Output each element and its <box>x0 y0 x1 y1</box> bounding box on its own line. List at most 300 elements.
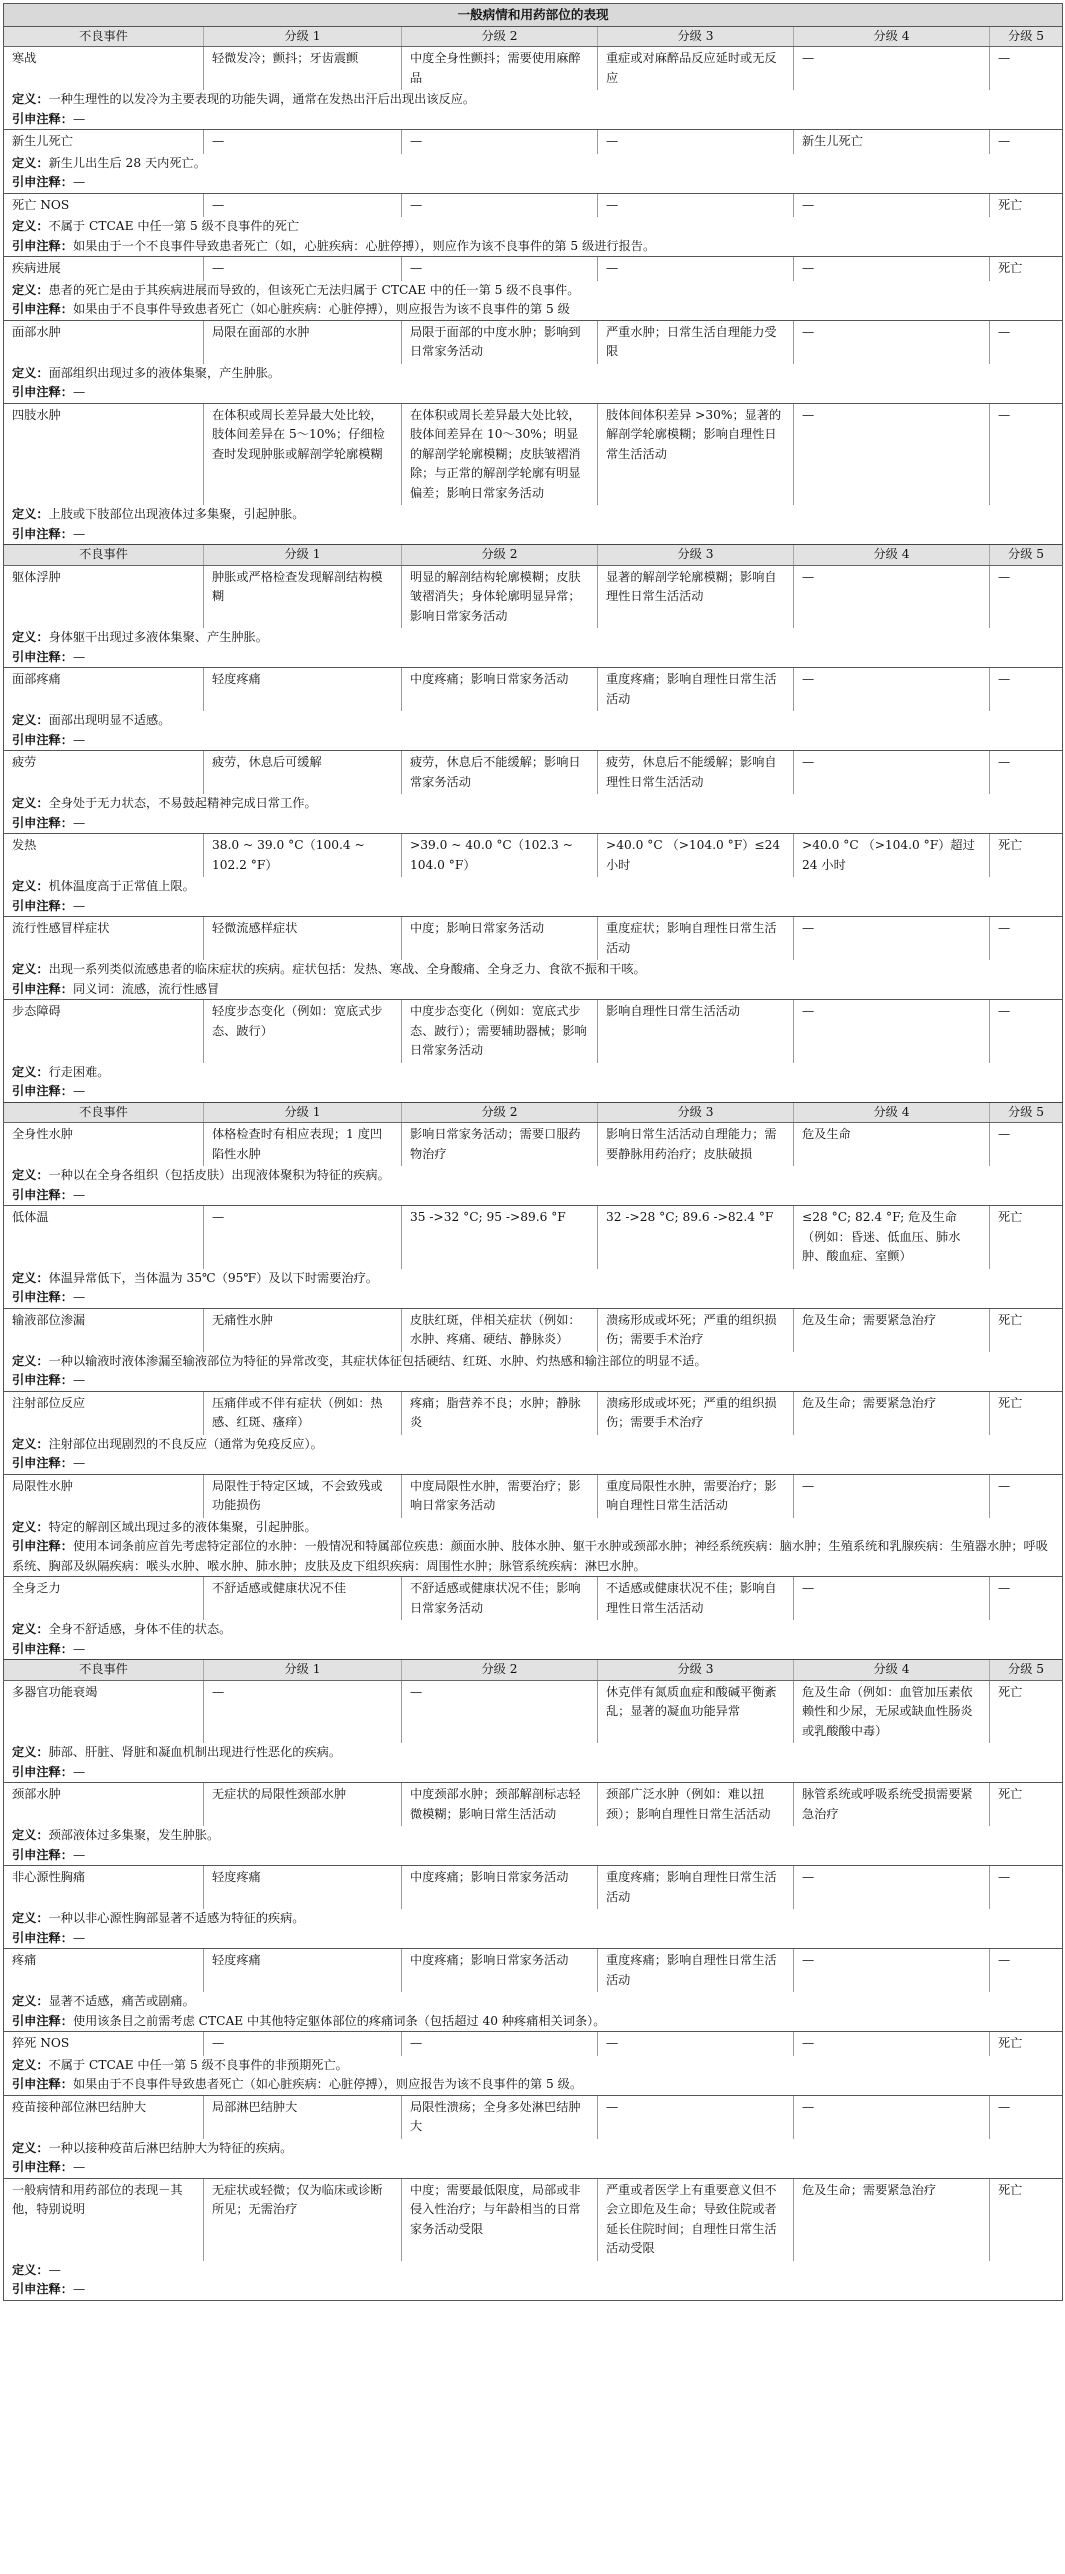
grade-1-cell: — <box>204 2032 402 2056</box>
definition-text: 机体温度高于正常值上限。 <box>48 879 195 893</box>
navigational-note-row <box>4 2280 1063 2300</box>
col-header-grade-5: 分级 5 <box>990 1102 1063 1123</box>
grade-3-cell: — <box>598 257 794 281</box>
grade-5-cell: 死亡 <box>990 2032 1063 2056</box>
navigational-note-row <box>4 2158 1063 2178</box>
grade-5-cell: — <box>990 668 1063 712</box>
adverse-event-term: 疼痛 <box>4 1949 204 1993</box>
grade-3-cell: 休克伴有氮质血症和酸碱平衡紊乱；显著的凝血功能异常 <box>598 1680 794 1743</box>
definition-label: 定义： <box>12 1064 49 1079</box>
adverse-event-term: 面部疼痛 <box>4 668 204 712</box>
table-row <box>4 1577 1063 1621</box>
navigational-note-text: — <box>72 1373 86 1387</box>
navigational-note-text: 如果由于不良事件导致患者死亡（如心脏疾病：心脏停搏），则应报告为该不良事件的第 5 级。 <box>72 2077 583 2091</box>
grade-3-cell: 32 ->28 °C; 89.6 ->82.4 °F <box>598 1206 794 1269</box>
adverse-event-term: 躯体浮肿 <box>4 565 204 628</box>
navigational-note-label: 引申注释： <box>12 526 73 541</box>
grade-3-cell: 不适感或健康状况不佳；影响自理性日常生活活动 <box>598 1577 794 1621</box>
navigational-note-row <box>4 237 1063 257</box>
col-header-event: 不良事件 <box>4 545 204 566</box>
navigational-note-cell <box>4 2158 1063 2178</box>
grade-2-cell: 中度颈部水肿；颈部解剖标志轻微模糊；影响日常生活活动 <box>402 1783 598 1827</box>
grade-2-cell: — <box>402 1680 598 1743</box>
navigational-note-cell <box>4 1371 1063 1391</box>
adverse-event-term: 流行性感冒样症状 <box>4 917 204 961</box>
ctcae-general-disorders-table <box>3 3 1062 2301</box>
navigational-note-row <box>4 2075 1063 2095</box>
definition-text: 上肢或下肢部位出现液体过多集聚，引起肿胀。 <box>48 507 305 521</box>
table-body <box>4 47 1063 2301</box>
grade-4-cell: 危及生命；需要紧急治疗 <box>794 1391 990 1435</box>
navigational-note-label: 引申注释： <box>12 1847 73 1862</box>
navigational-note-label: 引申注释： <box>12 649 73 664</box>
definition-cell <box>4 1620 1063 1640</box>
definition-cell <box>4 1352 1063 1372</box>
definition-label: 定义： <box>12 1519 49 1534</box>
definition-text: 一种以接种疫苗后淋巴结肿大为特征的疾病。 <box>48 2140 293 2155</box>
grade-4-cell: — <box>794 1000 990 1063</box>
grade-3-cell: 肢体间体积差异 >30%；显著的解剖学轮廓模糊；影响自理性日常生活活动 <box>598 403 794 505</box>
navigational-note-cell <box>4 1763 1063 1783</box>
grade-4-cell: — <box>794 1949 990 1993</box>
definition-row <box>4 90 1063 110</box>
navigational-note-label: 引申注释： <box>12 2077 73 2091</box>
adverse-event-table <box>3 3 1063 2301</box>
grade-3-cell: — <box>598 2095 794 2139</box>
navigational-note-row <box>4 1371 1063 1391</box>
definition-cell <box>4 1743 1063 1763</box>
grade-1-cell: 无痛性水肿 <box>204 1308 402 1352</box>
definition-label: 定义： <box>12 2057 49 2072</box>
grade-5-cell: — <box>990 1123 1063 1167</box>
grade-3-cell: 溃疡形成或坏死；严重的组织损伤；需要手术治疗 <box>598 1308 794 1352</box>
grade-5-cell: — <box>990 917 1063 961</box>
navigational-note-row <box>4 980 1063 1000</box>
definition-text: 全身处于无力状态，不易鼓起精神完成日常工作。 <box>48 796 317 810</box>
definition-text: 显著不适感，痛苦或剧痛。 <box>48 1994 195 2008</box>
navigational-note-cell <box>4 237 1063 257</box>
grade-4-cell: — <box>794 1577 990 1621</box>
navigational-note-cell <box>4 2075 1063 2095</box>
definition-cell <box>4 960 1063 980</box>
navigational-note-label: 引申注释： <box>12 175 73 189</box>
definition-text: 不属于 CTCAE 中任一第 5 级不良事件的非预期死亡。 <box>48 2057 348 2072</box>
grade-2-cell: 中度全身性颤抖；需要使用麻醉品 <box>402 47 598 91</box>
navigational-note-cell <box>4 1082 1063 1102</box>
grade-3-cell: — <box>598 130 794 154</box>
grade-5-cell: — <box>990 1577 1063 1621</box>
navigational-note-cell <box>4 2280 1063 2300</box>
table-row <box>4 2178 1063 2261</box>
definition-text: 身体躯干出现过多液体集聚、产生肿胀。 <box>48 630 268 644</box>
definition-cell <box>4 2056 1063 2076</box>
grade-2-cell: — <box>402 193 598 217</box>
table-row <box>4 47 1063 91</box>
adverse-event-term: 疲劳 <box>4 751 204 795</box>
grade-1-cell: 轻度疼痛 <box>204 1866 402 1910</box>
navigational-note-text: — <box>72 2282 86 2296</box>
definition-cell <box>4 1435 1063 1455</box>
definition-cell <box>4 794 1063 814</box>
table-row <box>4 751 1063 795</box>
adverse-event-term: 非心源性胸痛 <box>4 1866 204 1910</box>
definition-label: 定义： <box>12 879 49 893</box>
navigational-note-cell <box>4 173 1063 193</box>
grade-2-cell: 局限于面部的中度水肿；影响到日常家务活动 <box>402 320 598 364</box>
table-row <box>4 1680 1063 1743</box>
grade-2-cell: 35 ->32 °C; 95 ->89.6 °F <box>402 1206 598 1269</box>
definition-cell <box>4 1166 1063 1186</box>
grade-3-cell: 重度疼痛；影响自理性日常生活活动 <box>598 668 794 712</box>
grade-1-cell: 轻微发冷；颤抖；牙齿震颤 <box>204 47 402 91</box>
navigational-note-cell <box>4 383 1063 403</box>
navigational-note-cell <box>4 980 1063 1000</box>
grade-5-cell: 死亡 <box>990 2178 1063 2261</box>
navigational-note-cell <box>4 1846 1063 1866</box>
table-row <box>4 1123 1063 1167</box>
grade-5-cell: 死亡 <box>990 1783 1063 1827</box>
definition-cell <box>4 1063 1063 1083</box>
definition-cell <box>4 877 1063 897</box>
definition-text: 一种以在全身各组织（包括皮肤）出现液体聚积为特征的疾病。 <box>48 1168 390 1182</box>
grade-1-cell: 无症状或轻微；仅为临床或诊断所见；无需治疗 <box>204 2178 402 2261</box>
navigational-note-label: 引申注释： <box>12 2160 73 2174</box>
table-row <box>4 2095 1063 2139</box>
grade-4-cell: — <box>794 47 990 91</box>
grade-1-cell: 38.0 ~ 39.0 °C（100.4 ~ 102.2 °F） <box>204 834 402 878</box>
grade-1-cell: 在体积或周长差异最大处比较，肢体间差异在 5～10%；仔细检查时发现肿胀或解剖学轮廓模糊 <box>204 403 402 505</box>
definition-label: 定义： <box>12 282 49 297</box>
grade-2-cell: — <box>402 130 598 154</box>
adverse-event-term: 颈部水肿 <box>4 1783 204 1827</box>
navigational-note-cell <box>4 1186 1063 1206</box>
adverse-event-term: 低体温 <box>4 1206 204 1269</box>
navigational-note-label: 引申注释： <box>12 385 73 399</box>
col-header-grade-4: 分级 4 <box>794 26 990 47</box>
table-row <box>4 917 1063 961</box>
definition-cell <box>4 2139 1063 2159</box>
grade-1-cell: 局部淋巴结肿大 <box>204 2095 402 2139</box>
table-row <box>4 1949 1063 1993</box>
navigational-note-text: — <box>72 898 86 913</box>
definition-row <box>4 2139 1063 2159</box>
definition-text: 患者的死亡是由于其疾病进展而导致的，但该死亡无法归属于 CTCAE 中的任一第 5 级不良事件。 <box>48 282 580 297</box>
navigational-note-cell <box>4 731 1063 751</box>
grade-5-cell: — <box>990 403 1063 505</box>
column-header-row <box>4 1660 1063 1681</box>
grade-3-cell: — <box>598 2032 794 2056</box>
definition-cell <box>4 90 1063 110</box>
definition-row <box>4 628 1063 648</box>
grade-2-cell: 中度疼痛；影响日常家务活动 <box>402 668 598 712</box>
definition-label: 定义： <box>12 962 49 976</box>
grade-1-cell: 不舒适感或健康状况不佳 <box>204 1577 402 1621</box>
grade-2-cell: 中度步态变化（例如：宽底式步态、跛行）；需要辅助器械；影响日常家务活动 <box>402 1000 598 1063</box>
grade-5-cell: — <box>990 130 1063 154</box>
grade-2-cell: 影响日常家务活动；需要口服药物治疗 <box>402 1123 598 1167</box>
col-header-grade-3: 分级 3 <box>598 26 794 47</box>
navigational-note-label: 引申注释： <box>12 111 73 126</box>
grade-1-cell: 轻度疼痛 <box>204 668 402 712</box>
grade-1-cell: 压痛伴或不伴有症状（例如：热感、红斑、瘙痒） <box>204 1391 402 1435</box>
definition-row <box>4 960 1063 980</box>
definition-row <box>4 364 1063 384</box>
definition-row <box>4 1166 1063 1186</box>
definition-label: 定义： <box>12 1353 49 1368</box>
navigational-note-text: — <box>72 1847 86 1862</box>
grade-1-cell: — <box>204 1680 402 1743</box>
navigational-note-text: — <box>72 1641 86 1656</box>
grade-3-cell: 重度症状；影响自理性日常生活活动 <box>598 917 794 961</box>
grade-3-cell: 颈部广泛水肿（例如：难以扭颈）；影响自理性日常生活活动 <box>598 1783 794 1827</box>
navigational-note-cell <box>4 300 1063 320</box>
navigational-note-text: — <box>72 111 86 126</box>
grade-1-cell: — <box>204 257 402 281</box>
definition-label: 定义： <box>12 1436 49 1451</box>
grade-1-cell: 疲劳，休息后可缓解 <box>204 751 402 795</box>
navigational-note-row <box>4 1929 1063 1949</box>
table-row <box>4 130 1063 154</box>
definition-text: 行走困难。 <box>48 1064 110 1079</box>
grade-3-cell: >40.0 °C （>104.0 °F）≤24 小时 <box>598 834 794 878</box>
adverse-event-term: 全身乏力 <box>4 1577 204 1621</box>
adverse-event-term: 步态障碍 <box>4 1000 204 1063</box>
definition-cell <box>4 1518 1063 1538</box>
definition-text: 全身不舒适感，身体不佳的状态。 <box>48 1622 232 1636</box>
navigational-note-row <box>4 1288 1063 1308</box>
grade-1-cell: — <box>204 193 402 217</box>
definition-cell <box>4 1269 1063 1289</box>
navigational-note-row <box>4 648 1063 668</box>
grade-3-cell: 影响自理性日常生活活动 <box>598 1000 794 1063</box>
definition-row <box>4 505 1063 525</box>
navigational-note-cell <box>4 1454 1063 1474</box>
grade-4-cell: 危及生命（例如：血管加压素依赖性和少尿，无尿或缺血性肠炎或乳酸酸中毒） <box>794 1680 990 1743</box>
grade-4-cell: — <box>794 257 990 281</box>
definition-label: 定义： <box>12 507 49 521</box>
definition-row <box>4 1620 1063 1640</box>
grade-4-cell: 危及生命；需要紧急治疗 <box>794 1308 990 1352</box>
navigational-note-text: — <box>72 649 86 664</box>
definition-text: 颈部液体过多集聚，发生肿胀。 <box>48 1828 220 1842</box>
navigational-note-text: — <box>72 1187 86 1202</box>
table-row <box>4 1866 1063 1910</box>
grade-4-cell: — <box>794 917 990 961</box>
grade-5-cell: 死亡 <box>990 1391 1063 1435</box>
grade-1-cell: 肿胀或严格检查发现解剖结构模糊 <box>204 565 402 628</box>
definition-cell <box>4 154 1063 174</box>
grade-1-cell: 局限性于特定区域，不会致残或功能损伤 <box>204 1474 402 1518</box>
grade-1-cell: 轻度步态变化（例如：宽底式步态、跛行） <box>204 1000 402 1063</box>
grade-4-cell: — <box>794 1474 990 1518</box>
grade-5-cell: 死亡 <box>990 1308 1063 1352</box>
navigational-note-row <box>4 1763 1063 1783</box>
navigational-note-text: 同义词：流感，流行性感冒 <box>72 981 220 996</box>
table-row <box>4 668 1063 712</box>
grade-3-cell: 显著的解剖学轮廓模糊；影响自理性日常生活活动 <box>598 565 794 628</box>
definition-label: 定义： <box>12 92 49 106</box>
grade-4-cell: — <box>794 1866 990 1910</box>
definition-row <box>4 1063 1063 1083</box>
col-header-grade-2: 分级 2 <box>402 1660 598 1681</box>
navigational-note-label: 引申注释： <box>12 732 73 747</box>
adverse-event-term: 疾病进展 <box>4 257 204 281</box>
definition-label: 定义： <box>12 796 49 810</box>
table-row <box>4 1206 1063 1269</box>
col-header-event: 不良事件 <box>4 26 204 47</box>
grade-1-cell: 轻微流感样症状 <box>204 917 402 961</box>
navigational-note-label: 引申注释： <box>12 1187 73 1202</box>
adverse-event-term: 疫苗接种部位淋巴结肿大 <box>4 2095 204 2139</box>
grade-5-cell: — <box>990 751 1063 795</box>
adverse-event-term: 四肢水肿 <box>4 403 204 505</box>
col-header-grade-5: 分级 5 <box>990 545 1063 566</box>
grade-3-cell: 重度局限性水肿，需要治疗；影响自理性日常生活活动 <box>598 1474 794 1518</box>
navigational-note-label: 引申注释： <box>12 302 73 316</box>
grade-5-cell: 死亡 <box>990 193 1063 217</box>
definition-label: 定义： <box>12 1911 49 1925</box>
grade-2-cell: 中度局限性水肿，需要治疗；影响日常家务活动 <box>402 1474 598 1518</box>
navigational-note-row <box>4 110 1063 130</box>
grade-5-cell: — <box>990 1474 1063 1518</box>
definition-label: 定义： <box>12 1622 49 1636</box>
navigational-note-row <box>4 731 1063 751</box>
navigational-note-label: 引申注释： <box>12 1290 73 1304</box>
grade-1-cell: 轻度疼痛 <box>204 1949 402 1993</box>
definition-text: 注射部位出现剧烈的不良反应（通常为免疫反应）。 <box>48 1436 323 1451</box>
grade-2-cell: 中度疼痛；影响日常家务活动 <box>402 1866 598 1910</box>
definition-cell <box>4 1826 1063 1846</box>
definition-cell <box>4 1992 1063 2012</box>
adverse-event-term: 新生儿死亡 <box>4 130 204 154</box>
definition-label: 定义： <box>12 1828 49 1842</box>
grade-2-cell: >39.0 ~ 40.0 °C（102.3 ~ 104.0 °F） <box>402 834 598 878</box>
col-header-event: 不良事件 <box>4 1102 204 1123</box>
col-header-grade-3: 分级 3 <box>598 1660 794 1681</box>
grade-2-cell: — <box>402 2032 598 2056</box>
definition-row <box>4 281 1063 301</box>
grade-2-cell: 中度疼痛；影响日常家务活动 <box>402 1949 598 1993</box>
definition-row <box>4 2261 1063 2281</box>
navigational-note-row <box>4 1537 1063 1577</box>
definition-row <box>4 1518 1063 1538</box>
definition-text: 体温异常低下，当体温为 35℃（95℉）及以下时需要治疗。 <box>48 1270 378 1285</box>
navigational-note-label: 引申注释： <box>12 238 73 253</box>
definition-cell <box>4 2261 1063 2281</box>
navigational-note-label: 引申注释： <box>12 981 73 996</box>
definition-label: 定义： <box>12 1270 49 1285</box>
adverse-event-term: 多器官功能衰竭 <box>4 1680 204 1743</box>
navigational-note-text: — <box>72 2160 86 2174</box>
definition-text: 一种以输液时液体渗漏至输液部位为特征的异常改变，其症状体征包括硬结、红斑、水肿、灼热感和输注部位的明显不适。 <box>48 1353 707 1368</box>
definition-cell <box>4 281 1063 301</box>
definition-cell <box>4 364 1063 384</box>
table-row <box>4 257 1063 281</box>
navigational-note-text: — <box>72 732 86 747</box>
grade-4-cell: — <box>794 2032 990 2056</box>
navigational-note-cell <box>4 2012 1063 2032</box>
grade-2-cell: 不舒适感或健康状况不佳；影响日常家务活动 <box>402 1577 598 1621</box>
adverse-event-term: 猝死 NOS <box>4 2032 204 2056</box>
navigational-note-cell <box>4 648 1063 668</box>
grade-2-cell: 疲劳，休息后不能缓解；影响日常家务活动 <box>402 751 598 795</box>
grade-4-cell: >40.0 °C （>104.0 °F）超过 24 小时 <box>794 834 990 878</box>
grade-1-cell: 无症状的局限性颈部水肿 <box>204 1783 402 1827</box>
definition-cell <box>4 1909 1063 1929</box>
grade-2-cell: 皮肤红斑，伴相关症状（例如：水肿、疼痛、硬结、静脉炎） <box>402 1308 598 1352</box>
grade-2-cell: — <box>402 257 598 281</box>
navigational-note-label: 引申注释： <box>12 898 73 913</box>
definition-label: 定义： <box>12 219 49 233</box>
navigational-note-text: — <box>72 385 86 399</box>
navigational-note-row <box>4 1846 1063 1866</box>
navigational-note-label: 引申注释： <box>12 815 73 830</box>
definition-text: 一种生理性的以发冷为主要表现的功能失调，通常在发热出汗后出现出该反应。 <box>48 92 476 106</box>
col-header-grade-2: 分级 2 <box>402 545 598 566</box>
grade-3-cell: 重症或对麻醉品反应延时或无反应 <box>598 47 794 91</box>
definition-row <box>4 711 1063 731</box>
navigational-note-row <box>4 173 1063 193</box>
navigational-note-label: 引申注释： <box>12 1456 73 1470</box>
definition-text: — <box>48 2262 61 2277</box>
adverse-event-term: 寒战 <box>4 47 204 91</box>
grade-5-cell: 死亡 <box>990 1206 1063 1269</box>
adverse-event-term: 发热 <box>4 834 204 878</box>
definition-text: 出现一系列类似流感患者的临床症状的疾病。症状包括：发热、寒战、全身酸痛、全身乏力、食欲不振和干咳。 <box>48 962 646 976</box>
navigational-note-cell <box>4 1537 1063 1577</box>
navigational-note-text: — <box>72 1290 86 1304</box>
definition-text: 新生儿出生后 28 天内死亡。 <box>48 155 206 170</box>
definition-text: 面部组织出现过多的液体集聚，产生肿胀。 <box>48 365 281 380</box>
table-row <box>4 834 1063 878</box>
definition-row <box>4 1352 1063 1372</box>
definition-row <box>4 877 1063 897</box>
definition-row <box>4 1435 1063 1455</box>
navigational-note-row <box>4 897 1063 917</box>
definition-cell <box>4 711 1063 731</box>
navigational-note-label: 引申注释： <box>12 1930 73 1945</box>
column-header-row <box>4 545 1063 566</box>
navigational-note-row <box>4 1186 1063 1206</box>
navigational-note-label: 引申注释： <box>12 1764 73 1779</box>
col-header-grade-4: 分级 4 <box>794 545 990 566</box>
grade-1-cell: 体格检查时有相应表现；1 度凹陷性水肿 <box>204 1123 402 1167</box>
grade-4-cell: — <box>794 403 990 505</box>
col-header-grade-1: 分级 1 <box>204 1660 402 1681</box>
col-header-event: 不良事件 <box>4 1660 204 1681</box>
navigational-note-text: — <box>72 175 86 189</box>
grade-2-cell: 中度；影响日常家务活动 <box>402 917 598 961</box>
definition-label: 定义： <box>12 1745 49 1759</box>
definition-text: 特定的解剖区域出现过多的液体集聚，引起肿胀。 <box>48 1519 317 1534</box>
definition-label: 定义： <box>12 1994 49 2008</box>
grade-3-cell: 严重或者医学上有重要意义但不会立即危及生命；导致住院或者延长住院时间；自理性日常生活活动受限 <box>598 2178 794 2261</box>
table-row <box>4 2032 1063 2056</box>
definition-label: 定义： <box>12 630 49 644</box>
definition-row <box>4 1826 1063 1846</box>
grade-4-cell: — <box>794 668 990 712</box>
navigational-note-row <box>4 814 1063 834</box>
definition-row <box>4 217 1063 237</box>
table-row <box>4 1000 1063 1063</box>
grade-5-cell: — <box>990 565 1063 628</box>
definition-row <box>4 1269 1063 1289</box>
col-header-grade-2: 分级 2 <box>402 26 598 47</box>
grade-3-cell: 严重水肿；日常生活自理能力受限 <box>598 320 794 364</box>
adverse-event-term: 死亡 NOS <box>4 193 204 217</box>
grade-4-cell: 脉管系统或呼吸系统受损需要紧急治疗 <box>794 1783 990 1827</box>
grade-4-cell: 危及生命 <box>794 1123 990 1167</box>
